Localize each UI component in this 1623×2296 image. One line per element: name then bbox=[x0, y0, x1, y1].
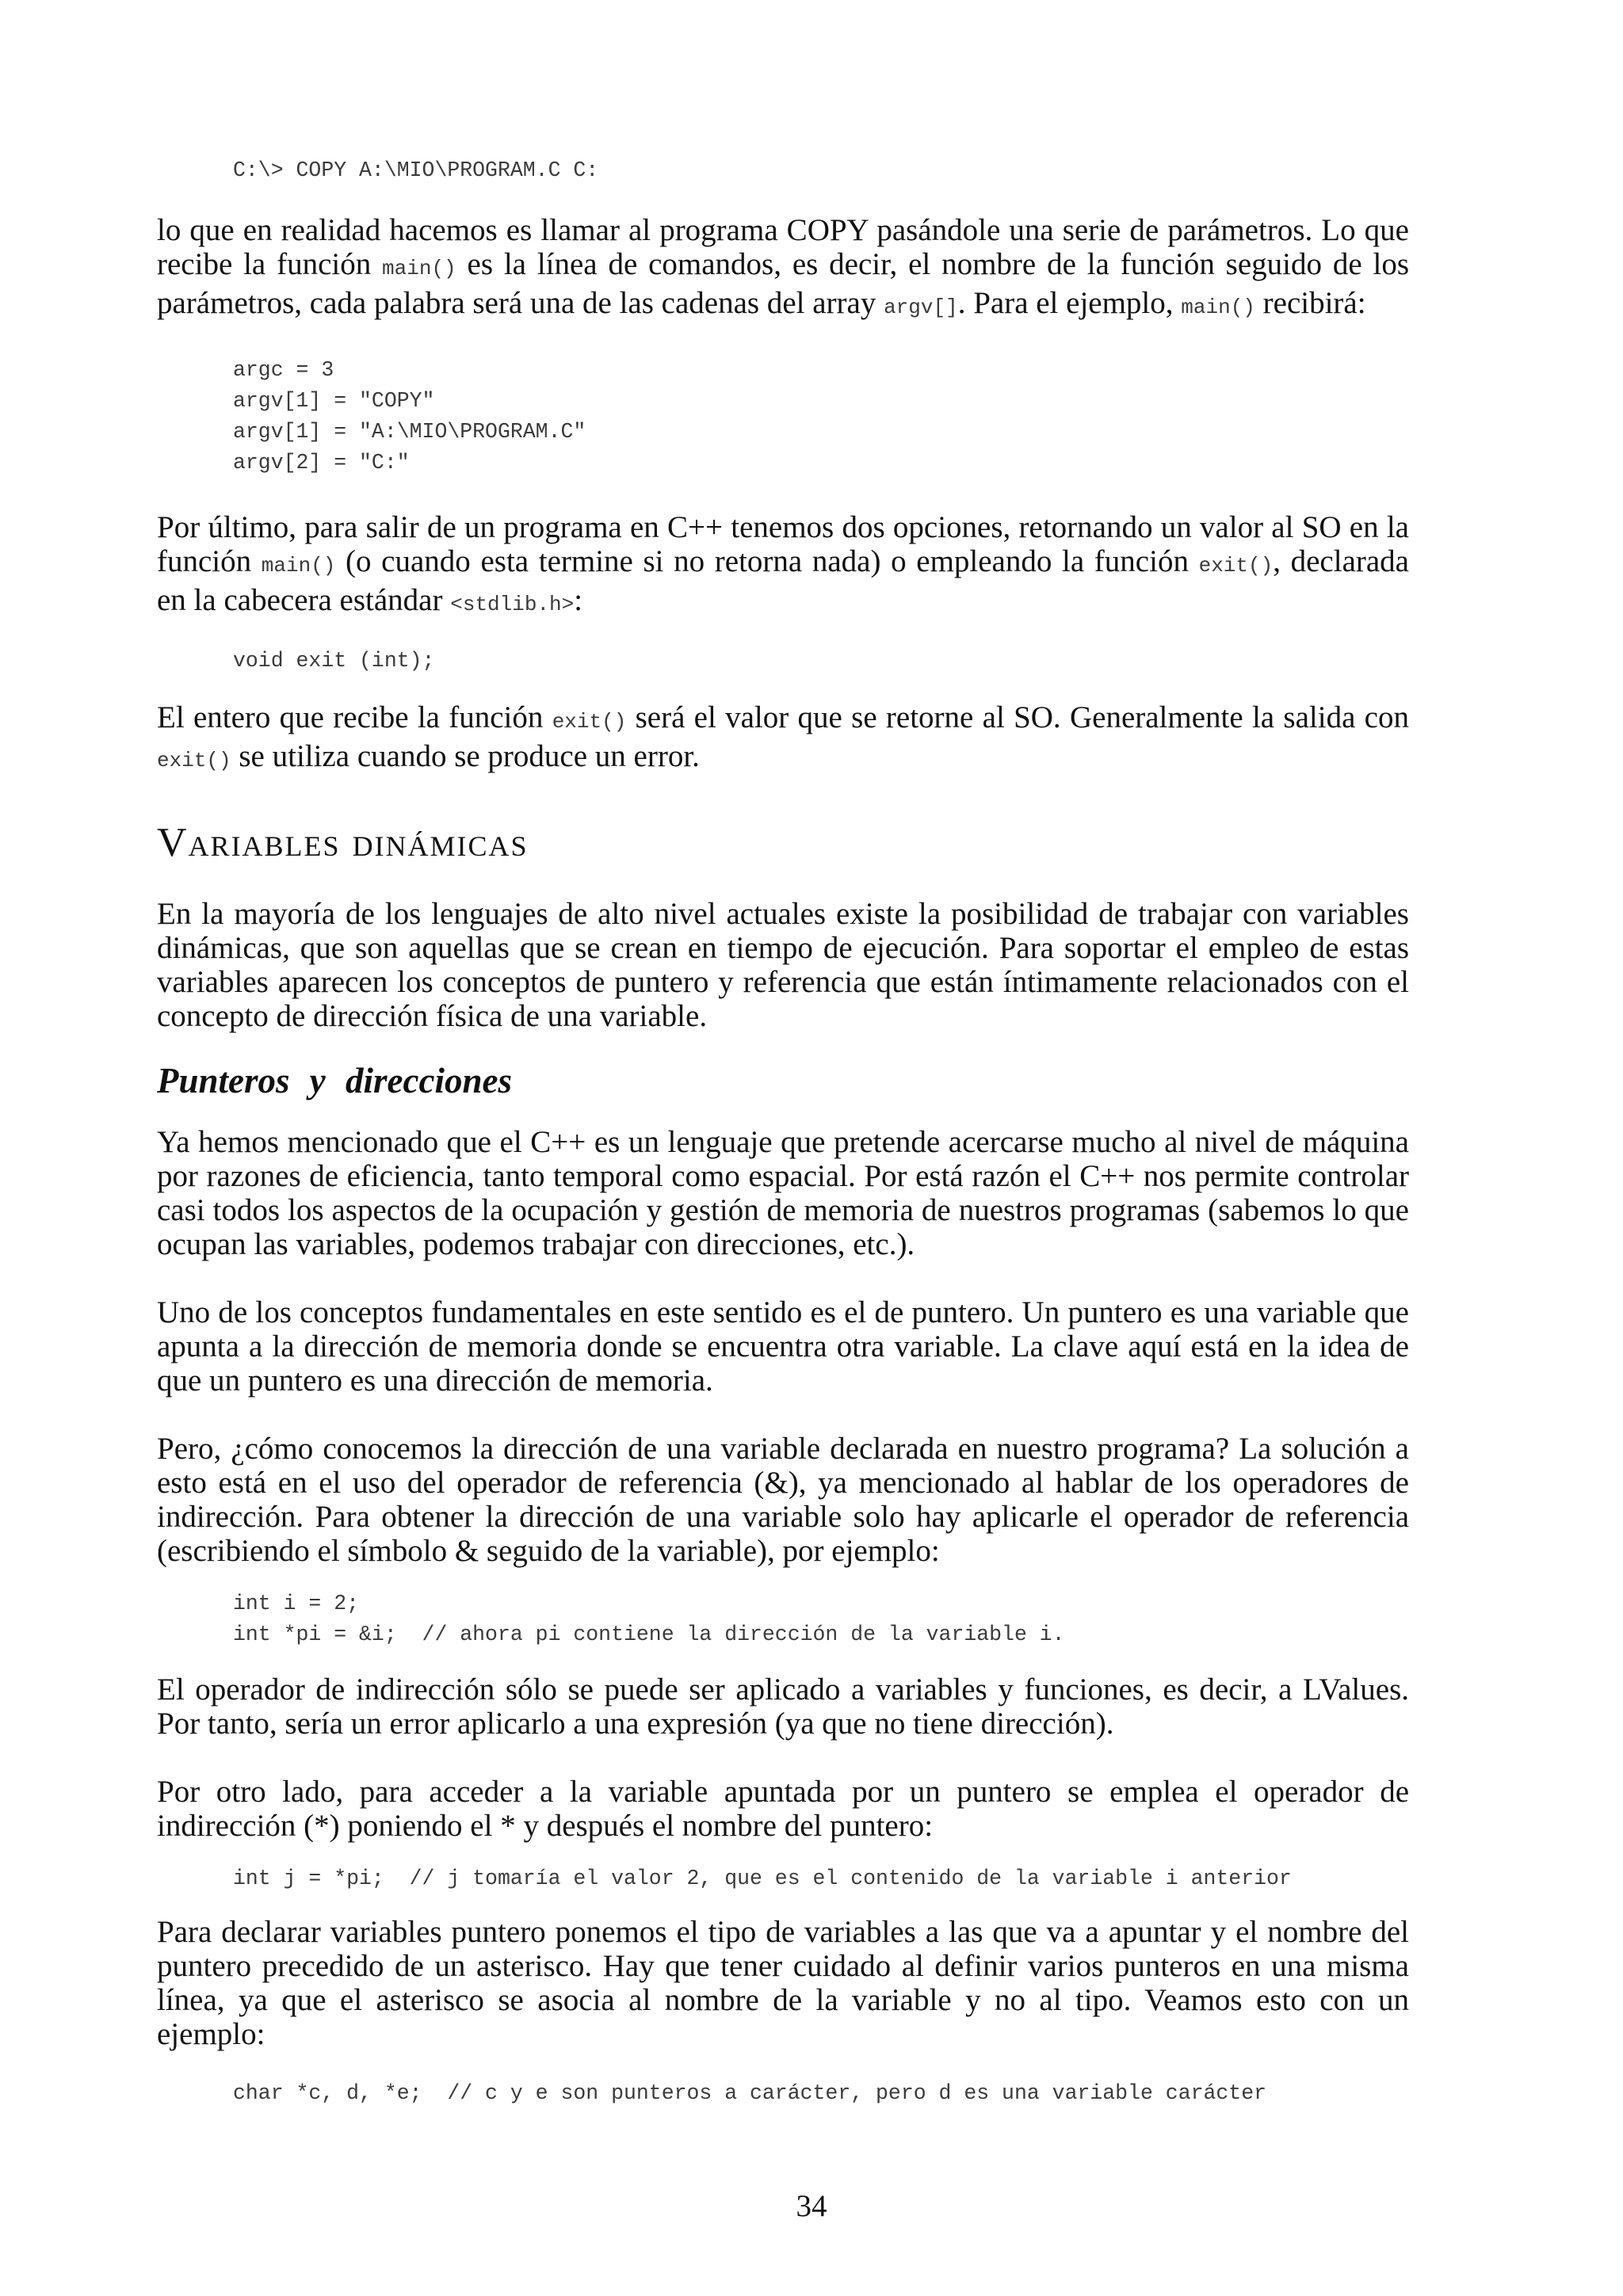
code-copy-command: C:\> COPY A:\MIO\PROGRAM.C C: bbox=[233, 158, 599, 182]
code-line: int i = 2; bbox=[233, 1592, 360, 1615]
code-exit-declaration: void exit (int); bbox=[233, 649, 435, 673]
page-number: 34 bbox=[796, 2189, 827, 2223]
text-segment: : bbox=[574, 583, 583, 617]
section-heading: Variables dinámicas bbox=[157, 820, 529, 865]
page-content bbox=[157, 141, 1409, 2109]
inline-code: main() bbox=[1181, 296, 1255, 319]
paragraph-cpp-machine-level: Ya hemos mencionado que el C++ es un lenguaje que pretende acercarse mucho al nivel de máquina por razones de eficiencia, tanto temporal como espacial. Por está razón el C++ nos permite controlar casi todos los aspectos de la ocupación y gestión de memoria de nuestros programas (sabemos lo que ocupan las variables, podemos trabajar con direcciones, etc.). bbox=[157, 1125, 1409, 1261]
inline-code: exit() bbox=[552, 710, 627, 734]
paragraph-indirection-operator: Por otro lado, para acceder a la variable apuntada por un puntero se emplea el operador de indirección (*) poniendo el * y después el nombre del puntero: bbox=[157, 1775, 1409, 1843]
paragraph-exit-value bbox=[157, 700, 1409, 778]
text-segment: es la línea de comandos, es decir, el nombre de la función seguido de los parámetros, cada palabra será una de las cadenas del array bbox=[157, 247, 1409, 320]
code-deref-example: int j = *pi; // j tomaría el valor 2, que es el contenido de la variable i anterior bbox=[233, 1867, 1292, 1890]
paragraph-lvalues: El operador de indirección sólo se puede ser aplicado a variables y funciones, es decir, a LValues. Por tanto, sería un error aplicarlo a una expresión (ya que no tiene dirección). bbox=[157, 1672, 1409, 1741]
text-segment: recibirá: bbox=[1254, 286, 1366, 320]
code-line: argv[1] = "COPY" bbox=[233, 389, 435, 413]
code-line: argc = 3 bbox=[233, 358, 334, 382]
paragraph-exit-options bbox=[157, 510, 1409, 622]
code-char-example: char *c, d, *e; // c y e son punteros a carácter, pero d es una variable carácter bbox=[233, 2081, 1267, 2105]
code-pointer-example bbox=[157, 1589, 1409, 1650]
inline-code: exit() bbox=[1198, 554, 1274, 578]
text-segment: (o cuando esta termine si no retorna nada) o empleando la función bbox=[335, 544, 1199, 578]
paragraph-declare-pointers: Para declarar variables puntero ponemos el tipo de variables a las que va a apuntar y el nombre del puntero precedido de un asterisco. Hay que tener cuidado al definir varios punteros en una misma línea, ya que el asterisco se asocia al nombre de la variable y no al tipo. Veamos esto con un ejemplo: bbox=[157, 1915, 1409, 2051]
paragraph-main-parameters bbox=[157, 213, 1409, 325]
inline-code: main() bbox=[261, 554, 336, 578]
paragraph-reference-operator: Pero, ¿cómo conocemos la dirección de una variable declarada en nuestro programa? La solución a esto está en el uso del operador de referencia (&), ya mencionado al hablar de los operadores de indirección. Para obtener la dirección de una variable solo hay aplicarle el operador de referencia (escribiendo el símbolo & seguido de la variable), por ejemplo: bbox=[157, 1432, 1409, 1568]
code-argv-block bbox=[157, 355, 1409, 479]
paragraph-pointer-concept: Uno de los conceptos fundamentales en este sentido es el de puntero. Un puntero es una variable que apunta a la dirección de memoria donde se encuentra otra variable. La clave aquí está en la idea de que un puntero es una dirección de memoria. bbox=[157, 1295, 1409, 1398]
text-segment: El entero que recibe la función bbox=[157, 700, 552, 734]
code-line: argv[1] = "A:\MIO\PROGRAM.C" bbox=[233, 420, 586, 444]
inline-code: main() bbox=[382, 257, 456, 280]
text-segment: lo que en realidad hacemos es llamar al programa COPY pasándole una serie de parámetros. Lo que recibe la función bbox=[157, 213, 1409, 281]
text-segment: , declarada en la cabecera estándar bbox=[157, 544, 1409, 617]
text-segment: se utiliza cuando se produce un error. bbox=[231, 739, 700, 773]
text-segment: . Para el ejemplo, bbox=[957, 286, 1182, 320]
code-line: argv[2] = "C:" bbox=[233, 451, 410, 475]
text-segment: será el valor que se retorne al SO. Generalmente la salida con bbox=[626, 700, 1409, 734]
inline-code: exit() bbox=[157, 749, 231, 772]
code-line: int *pi = &i; // ahora pi contiene la dirección de la variable i. bbox=[233, 1623, 1065, 1646]
text-segment: Por último, para salir de un programa en C++ tenemos dos opciones, retornando un valor al SO en la función bbox=[157, 510, 1409, 578]
inline-code: <stdlib.h> bbox=[450, 593, 575, 616]
paragraph-dynamic-variables: En la mayoría de los lenguajes de alto nivel actuales existe la posibilidad de trabajar con variables dinámicas, que son aquellas que se crean en tiempo de ejecución. Para soportar el empleo de estas variables aparecen los conceptos de puntero y referencia que están íntimamente relacionados con el concepto de dirección física de una variable. bbox=[157, 897, 1409, 1033]
subsection-heading: Punteros y direcciones bbox=[157, 1061, 512, 1100]
inline-code: argv[] bbox=[884, 296, 958, 319]
